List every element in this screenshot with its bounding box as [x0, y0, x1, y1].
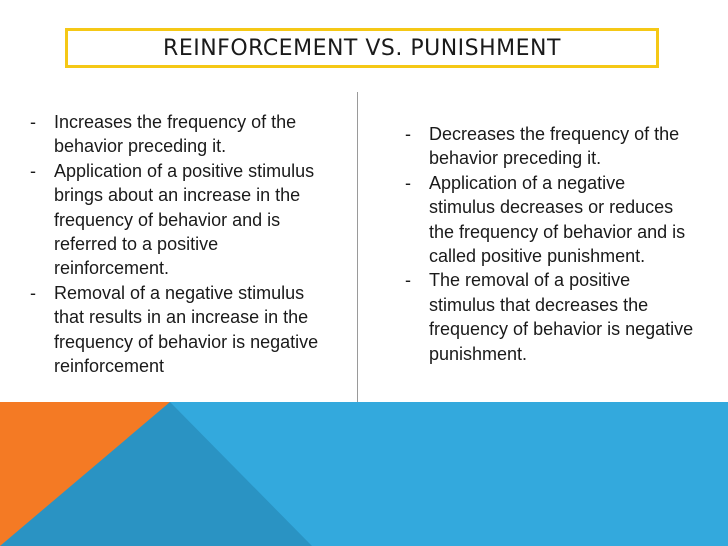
list-item-text: Increases the frequency of the behavior preceding it. [54, 112, 297, 157]
list-item-text: Application of a negative stimulus decreases or reduces the frequency of behavior and is called positive punishment. [429, 172, 686, 267]
bullet-dash: - [405, 124, 411, 144]
bullet-dash: - [405, 172, 411, 193]
list-item [405, 171, 695, 269]
list-item [405, 122, 695, 171]
punishment-list [405, 122, 695, 366]
title-box [65, 28, 659, 68]
reinforcement-list [30, 110, 320, 378]
bullet-dash: - [30, 282, 36, 303]
bullet-dash: - [30, 112, 36, 132]
slide-title: REINFORCEMENT VS. PUNISHMENT [163, 35, 561, 61]
bullet-dash: - [405, 270, 411, 291]
list-item [405, 268, 695, 366]
list-item-text: Removal of a negative stimulus that results in an increase in the frequency of behavior is negative reinforcement [54, 282, 319, 377]
list-item-text: The removal of a positive stimulus that decreases the frequency of behavior is negative punishment. [429, 270, 694, 364]
list-item [30, 110, 320, 159]
list-item-text: Application of a positive stimulus brings about an increase in the frequency of behavior and is referred to a positive reinforcement. [54, 160, 315, 279]
decorative-band [0, 402, 728, 546]
list-item [30, 281, 320, 379]
column-divider [357, 92, 358, 402]
list-item-text: Decreases the frequency of the behavior preceding it. [429, 124, 680, 169]
bullet-dash: - [30, 160, 36, 181]
list-item [30, 159, 320, 281]
